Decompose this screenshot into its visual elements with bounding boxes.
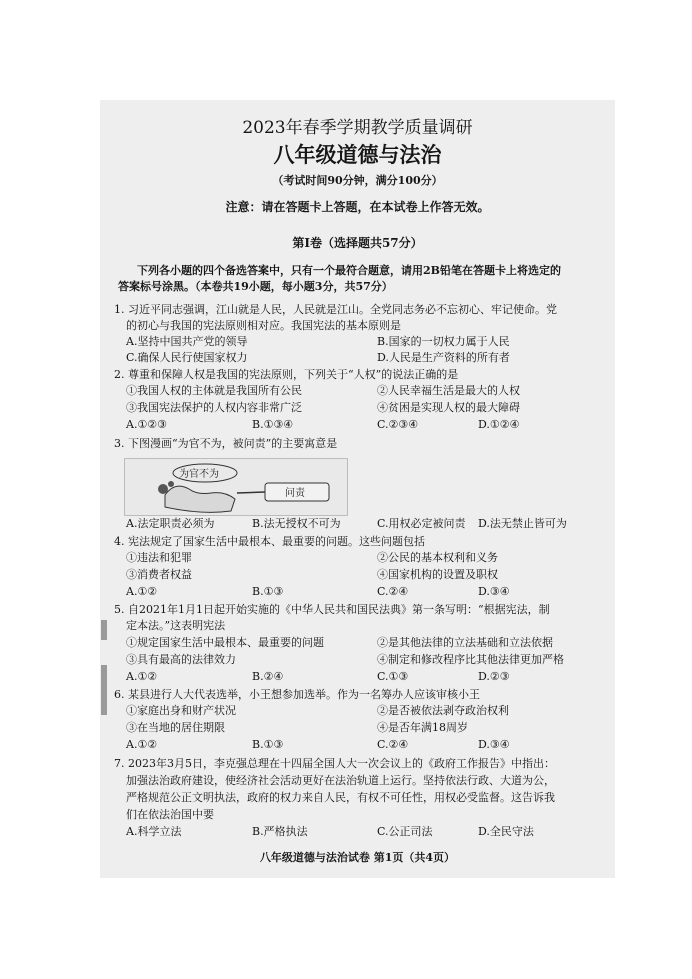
- question-stem: 们在依法治国中要: [126, 808, 214, 821]
- binding-mark: [101, 620, 107, 640]
- statement-item: ①规定国家生活中最根本、最重要的问题: [126, 636, 324, 649]
- option: B.严格执法: [252, 825, 308, 838]
- option: D.法无禁止皆可为: [478, 517, 567, 530]
- question-stem: 定本法。”这表明宪法: [126, 619, 226, 632]
- option: B.法无授权不可为: [252, 517, 341, 530]
- question-stem: 7. 2023年3月5日，李克强总理在十四届全国人大一次会议上的《政府工作报告》中指出：: [114, 757, 555, 770]
- question-stem: 3. 下图漫画“为官不为，被问责”的主要寓意是: [114, 437, 338, 450]
- option: D.③④: [478, 738, 510, 751]
- statement-item: ①违法和犯罪: [126, 551, 192, 564]
- question-stem: 严格规范公正文明执法，政府的权力来自人民，有权不可任性，用权必受监督。这告诉我: [126, 791, 555, 804]
- statement-item: ①家庭出身和财产状况: [126, 704, 236, 717]
- option: A.科学立法: [126, 825, 182, 838]
- statement-item: ②是否被依法剥夺政治权利: [377, 704, 509, 717]
- exam-subject: 八年级道德与法治: [273, 143, 442, 167]
- option: A.法定职责必须为: [126, 517, 215, 530]
- statement-item: ③在当地的居住期限: [126, 721, 225, 734]
- option: C.②③④: [377, 418, 419, 431]
- statement-item: ③我国宪法保护的人权内容非常广泛: [126, 401, 302, 414]
- statement-item: ④制定和修改程序比其他法律更加严格: [377, 653, 564, 666]
- option: C.②④: [377, 738, 409, 751]
- question-stem: 4. 宪法规定了国家生活中最根本、最重要的问题。这些问题包括: [114, 535, 425, 548]
- cartoon-speech-text: 为官不为: [179, 469, 219, 480]
- option: A.①②: [126, 738, 158, 751]
- section-instructions: 答案标号涂黑。（本卷共19小题，每小题3分，共57分）: [118, 280, 393, 293]
- exam-notice: 注意：请在答题卡上答题，在本试卷上作答无效。: [225, 200, 490, 214]
- option: C.①③: [377, 670, 409, 683]
- question-stem: 1. 习近平同志强调，江山就是人民，人民就是江山。全党同志务必不忘初心、牢记使命。党: [114, 303, 557, 316]
- section-title: 第Ⅰ卷（选择题共57分）: [292, 236, 423, 250]
- option: D.③④: [478, 585, 510, 598]
- statement-item: ②人民幸福生活是最大的人权: [377, 384, 520, 397]
- option: A.①②③: [126, 418, 168, 431]
- statement-item: ③消费者权益: [126, 568, 192, 581]
- option: D.人民是生产资料的所有者: [377, 351, 510, 364]
- option: D.①②④: [478, 418, 520, 431]
- question-stem: 加强法治政府建设，使经济社会活动更好在法治轨道上运行。坚持依法行政、大道为公，: [126, 774, 555, 787]
- option: B.①③④: [252, 418, 294, 431]
- option: D.全民守法: [478, 825, 534, 838]
- statement-item: ①我国人权的主体就是我国所有公民: [126, 384, 302, 397]
- option: C.用权必定被问责: [377, 517, 466, 530]
- cartoon-sleeve-text: 问责: [285, 488, 305, 499]
- option: B.①③: [252, 738, 284, 751]
- question-stem: 6. 某县进行人大代表选举，小王想参加选举。作为一名筹办人应该审核小王: [114, 688, 480, 701]
- statement-item: ②是其他法律的立法基础和立法依据: [377, 636, 553, 649]
- statement-item: ②公民的基本权利和义务: [377, 551, 498, 564]
- option: A.①②: [126, 585, 158, 598]
- exam-title: 2023年春季学期教学质量调研: [242, 118, 473, 138]
- option: C.确保人民行使国家权力: [126, 351, 248, 364]
- binding-mark: [101, 665, 107, 715]
- question-stem: 2. 尊重和保障人权是我国的宪法原则，下列关于“人权”的说法正确的是: [114, 368, 459, 381]
- page-footer: 八年级道德与法治试卷 第1页（共4页）: [259, 851, 456, 864]
- option: D.②③: [478, 670, 510, 683]
- question-stem: 5. 自2021年1月1日起开始实施的《中华人民共和国民法典》第一条写明：“根据宪法，制: [114, 603, 550, 616]
- statement-item: ④国家机构的设置及职权: [377, 568, 498, 581]
- option: A.坚持中国共产党的领导: [126, 335, 248, 348]
- exam-time-note: （考试时间90分钟，满分100分）: [272, 174, 443, 187]
- statement-item: ④贫困是实现人权的最大障碍: [377, 401, 520, 414]
- option: C.②④: [377, 585, 409, 598]
- cartoon-image: [124, 458, 348, 516]
- statement-item: ③具有最高的法律效力: [126, 653, 236, 666]
- option: B.国家的一切权力属于人民: [377, 335, 510, 348]
- option: A.①②: [126, 670, 158, 683]
- option: C.公正司法: [377, 825, 433, 838]
- section-instructions: 下列各小题的四个备选答案中，只有一个最符合题意，请用2B铅笔在答题卡上将选定的: [137, 264, 561, 277]
- option: B.②④: [252, 670, 284, 683]
- question-stem: 的初心与我国的宪法原则相对应。我国宪法的基本原则是: [126, 319, 401, 332]
- statement-item: ④是否年满18周岁: [377, 721, 468, 734]
- option: B.①③: [252, 585, 284, 598]
